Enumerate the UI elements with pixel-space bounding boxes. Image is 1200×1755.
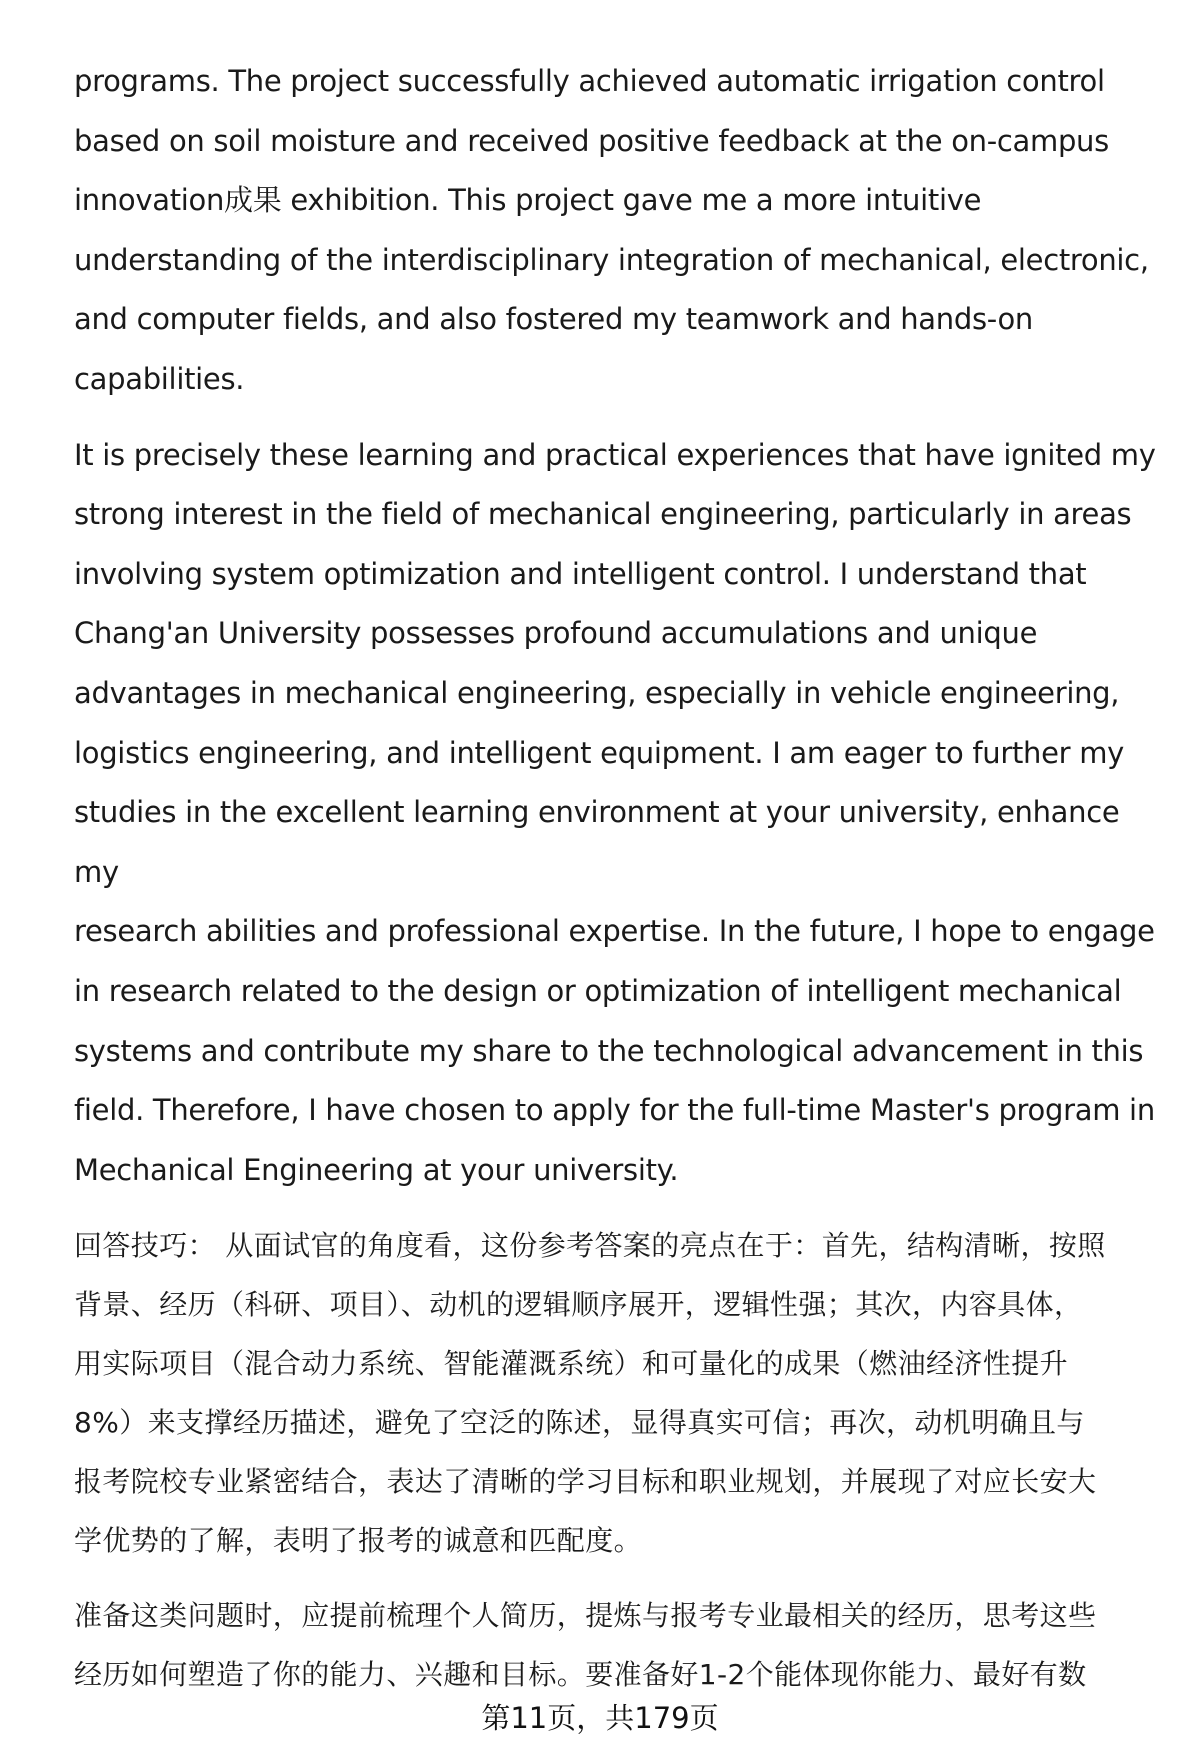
page-number: 第11页，共179页 [481, 1701, 719, 1735]
paragraph-project-summary: programs. The project successfully achieved automatic irrigation control based on soil moisture and received positive feedback at the on-campus innovation成果 exhibition. This project gave me a more intuitive understanding of the interdisciplinary integration of mechanical, electronic, and computer fields, and also fostered my teamwork and hands-on capabilities. [74, 64, 1149, 396]
paragraph-preparation-advice: 准备这类问题时，应提前梳理个人简历，提炼与报考专业最相关的经历，思考这些 经历如何塑造了你的能力、兴趣和目标。要准备好1-2个能体现你能力、最好有数 [74, 1599, 1097, 1692]
paragraph-answer-tips: 回答技巧： 从面试官的角度看，这份参考答案的亮点在于：首先，结构清晰，按照 背景、经历（科研、项目）、动机的逻辑顺序展开，逻辑性强；其次，内容具体， 用实际项目（混合动力系统、智能灌溉系统）和可量化的成果（燃油经济性提升 8%）来支撑经历描述，避免了空泛的陈述，显得真实可信；再次，动机明确且与 报考院校专业紧密结合，表达了清晰的学习目标和职业规划，并展现了对应长安大 学优势的了解，表明了报考的诚意和匹配度。 [74, 1229, 1106, 1558]
document-body [74, 52, 1164, 1720]
paragraph-motivation: It is precisely these learning and practical experiences that have ignited my strong interest in the field of mechanical engineering, particularly in areas involving system optimization and intelligent control. I understand that Chang'an University possesses profound accumulations and unique advantages in mechanical engineering, especially in vehicle engineering, logistics engineering, and intelligent equipment. I am eager to further my studies in the excellent learning environment at your university, enhance my research abilities and professional expertise. In the future, I hope to engage in research related to the design or optimization of intelligent mechanical systems and contribute my share to the technological advancement in this field. Therefore, I have chosen to apply for the full-time Master's program in Mechanical Engineering at your university. [74, 437, 1156, 1187]
